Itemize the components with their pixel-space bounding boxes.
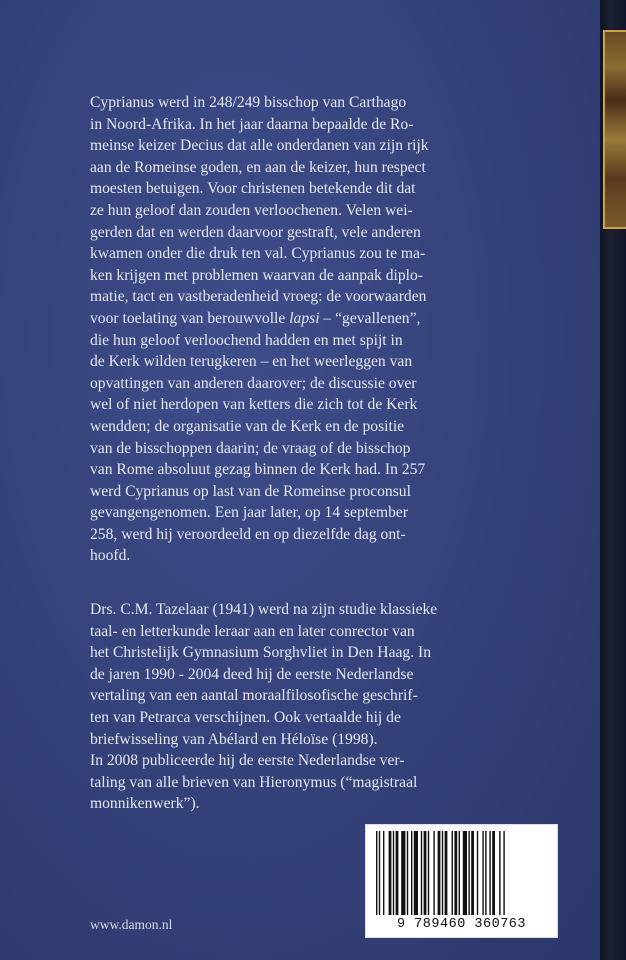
barcode-bars [370, 829, 553, 915]
barcode-bar [499, 831, 500, 915]
barcode-bar [489, 831, 490, 915]
bio-line: ten van Petrarca verschijnen. Ook vertaalde hij de [90, 708, 401, 726]
bio-line: vertaling van een aantal moraalfilosofische geschrif- [90, 687, 418, 705]
blurb-text-segment: – “gevallenen”, [319, 309, 421, 327]
blurb-line: wel of niet herdopen van ketters die zich tot de Kerk [90, 396, 418, 414]
barcode-bar [383, 831, 384, 915]
barcode-bar [401, 831, 405, 915]
blurb-line: van Rome absoluut gezag binnen de Kerk had. In 257 [90, 461, 426, 479]
isbn-number: 9 789460 360763 [396, 917, 527, 932]
blurb-line: wendden; de organisatie van de Kerk en de positie [90, 417, 405, 435]
barcode-bar [393, 831, 394, 915]
blurb-line: hoofd. [90, 547, 131, 565]
barcode-bar [454, 831, 457, 915]
blurb-line: van de bisschoppen daarin; de vraag of de bisschop [90, 439, 411, 457]
author-bio-paragraph [90, 599, 550, 815]
barcode-bar [379, 831, 380, 915]
barcode-bar [492, 831, 495, 915]
barcode-bar [471, 831, 474, 915]
blurb-line: die hun geloof verloochend hadden en met spijt in [90, 331, 403, 349]
blurb-line: gevangengenomen. Een jaar later, op 14 september [90, 504, 409, 522]
barcode-bar [407, 831, 408, 915]
barcode-bar [421, 831, 422, 915]
isbn-barcode [365, 824, 558, 938]
barcode-bar [463, 831, 467, 915]
barcode-bar [411, 831, 412, 915]
bio-line: Drs. C.M. Tazelaar (1941) werd na zijn studie klassieke [90, 601, 438, 618]
bio-line: het Christelijk Gymnasium Sorghvliet in Den Haag. In [90, 644, 431, 662]
barcode-bar [468, 831, 469, 915]
publisher-website: www.damon.nl [90, 917, 173, 932]
blurb-line: werd Cyprianus op last van de Romeinse proconsul [90, 482, 411, 500]
blurb-line: kwamen onder die druk ten val. Cyprianus zou te ma- [90, 245, 426, 263]
blurb-line: aan de Romeinse goden, en aan de keizer, hun respect [90, 158, 426, 176]
blurb-line: opvattingen van anderen daarover; de discussie over [90, 374, 417, 392]
barcode-bar [414, 831, 418, 915]
barcode-bar [459, 831, 460, 915]
blurb-line: de Kerk wilden terugkeren – en het weerleggen van [90, 353, 413, 371]
barcode-bar [452, 831, 453, 915]
blurb-line: moesten betuigen. Voor christenen betekende dit dat [90, 180, 416, 198]
blurb-line [90, 308, 550, 330]
blurb-line: matie, tact en vastberadenheid vroeg: de voorwaarden [90, 288, 427, 306]
barcode-bar [503, 831, 504, 915]
blurb-paragraph [90, 92, 550, 567]
barcode-bar [433, 831, 434, 915]
barcode-bar [477, 831, 478, 915]
blurb-line: gerden dat en werden daarvoor gestraft, vele anderen [90, 223, 421, 241]
barcode-bar [396, 831, 399, 915]
barcode-bar [428, 831, 429, 915]
barcode-bar [485, 831, 486, 915]
blurb-line: in Noord-Afrika. In het jaar daarna bepaalde de Ro- [90, 115, 414, 133]
blurb-italic-term: lapsi [289, 309, 320, 327]
barcode-bar [424, 831, 427, 915]
bio-line: taal- en letterkunde leraar aan en later conrector van [90, 622, 415, 640]
blurb-line: ze hun geloof dan zouden verloochenen. Velen wei- [90, 201, 413, 219]
bio-line: de jaren 1990 - 2004 deed hij de eerste Nederlandse [90, 665, 414, 683]
barcode-bar [389, 831, 392, 915]
barcode-bar [445, 831, 448, 915]
bio-line: monnikenwerk”). [90, 795, 200, 813]
spine-artwork [603, 30, 626, 229]
blurb-line: meinse keizer Decius dat alle onderdanen van zijn rijk [90, 137, 429, 155]
barcode-bar [442, 831, 443, 915]
blurb-line: ken krijgen met problemen waarvan de aanpak diplo- [90, 266, 423, 284]
blurb-line: Cyprianus werd in 248/249 bisschop van Carthago [90, 94, 407, 111]
bio-line: In 2008 publiceerde hij de eerste Nederlandse ver- [90, 752, 405, 770]
bio-line: taling van alle brieven van Hieronymus (“magistraal [90, 773, 418, 791]
blurb-text-segment: voor toelating van berouwvolle [90, 309, 290, 327]
blurb-line: 258, werd hij veroordeeld en op diezelfde dag ont- [90, 525, 406, 543]
barcode-bar [438, 831, 441, 915]
barcode-bar [482, 831, 483, 915]
bio-line: briefwisseling van Abélard en Héloïse (1998). [90, 730, 378, 748]
barcode-bar [376, 831, 377, 915]
